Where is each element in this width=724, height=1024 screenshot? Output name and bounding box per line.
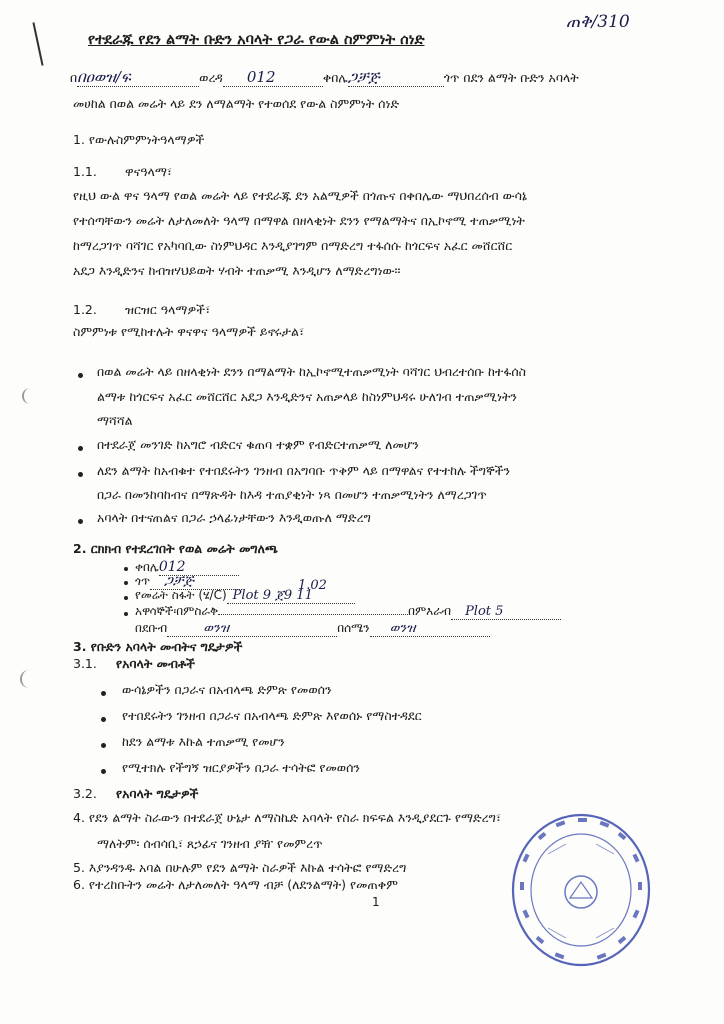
kebele-label: ቀበሌ xyxy=(322,70,348,85)
intro-line-1 xyxy=(70,68,579,87)
section-2-heading: 2. ርክክብ የተደረገበት የወል መሬት መግለጫ xyxy=(73,541,278,556)
bullet xyxy=(101,769,106,774)
bullet xyxy=(78,446,83,451)
s11-line-4: አደጋ እንዲድንና ከብዝሃህይወት ሃብት ተጠቃሚ እንዲሆን ለማድረግነው፡፡ xyxy=(73,263,401,278)
section-3-2-heading: የአባላት ግዴታዎች xyxy=(116,786,199,801)
s2-area-row xyxy=(135,588,355,604)
section-1-1-number: 1.1. xyxy=(73,164,97,179)
s31-bullet-4: የሚተክሉ የችግኝ ዝርያዎችን በጋራ ተሳትፎ የመወሰን xyxy=(122,760,360,775)
s2-kebele-field: 012 xyxy=(159,559,239,576)
s2-north-south-row xyxy=(135,621,490,637)
group-name-field: በዐወዝ/ፍ xyxy=(77,68,199,87)
wereda-label: ወረዳ xyxy=(199,70,223,85)
s31-bullet-1: ውሳኔዎችን በጋራና በአብላጫ ድምጽ የመወሰን xyxy=(122,682,332,697)
s12-bullet-2: በተደራጀ መንገድ ከአግሮ ብድርና ቁጠባ ተቋም የብድርተጠቃሚ ለመሆን xyxy=(97,437,419,452)
s12-bullet-1-line-2: ልማቱ ከጎርፍና አፈር መሸርሸር አደጋ እንዲድንና አጠቃላይ ከስነምህዳሩ ሁለገብ ተጠቃሚነትን xyxy=(97,389,517,404)
bullet xyxy=(124,596,128,600)
s2-west-field: Plot 5 xyxy=(451,604,561,620)
kebele-field: ጋቻጅ xyxy=(348,68,444,87)
s2-area-value-top: 1.02 xyxy=(298,578,327,593)
s2-area-field: Plot 9 ጀ9 11 xyxy=(227,588,355,604)
s12-intro: ስምምነቱ የሚከተሉት ዋናዋና ዓላማዎች ይኖሩታል፣ xyxy=(73,324,305,339)
s2-got-label: ጎጥ xyxy=(135,574,151,588)
bullet xyxy=(124,612,128,616)
s2-got-field: ጋቻጅ xyxy=(150,573,242,590)
s11-line-3: ከማረጋገጥ ባሻገር የአካባቢው ስነምህዳር እንዲያገግም በማድረግ ተፋሰሱ ከጎርፍና አፈር መሸርሸር xyxy=(73,238,513,253)
bullet xyxy=(124,581,128,585)
s2-boundaries-label: አዋሳኞች፡በምስራቅ xyxy=(135,604,219,618)
intro-line-2: መሀከል በወል መሬት ላይ ደን ለማልማት የተወሰደ የውል ስምምነት ሰነድ xyxy=(73,96,400,111)
intro-prefix: በ xyxy=(70,70,78,85)
intro-line1-tail: ጎጥ በደን ልማት ቡድን አባላት xyxy=(443,70,579,85)
s2-south-field: ወንዝ xyxy=(370,621,490,637)
s31-bullet-3: ከደን ልማቱ እኩል ተጠቃሚ የመሆን xyxy=(122,734,285,749)
section-3-2-number: 3.2. xyxy=(73,786,97,801)
s12-bullet-3-line-2: በጋራ በመንከባከብና በማጽዳት ከእዳ ተጠያቂነት ነጻ በመሆን ተጠቃሚነትን ለማረጋገጥ xyxy=(97,487,487,502)
margin-mark xyxy=(32,22,43,65)
bullet xyxy=(101,717,106,722)
s2-kebele-label: ቀበሌ xyxy=(135,560,159,574)
s12-bullet-4: አባላት በተናጠልና በጋራ ኃላፊነታቸውን እንዲወጡለ ማድረግ xyxy=(97,510,371,525)
s2-west-label: በምእራብ xyxy=(408,604,452,618)
s2-north-field: ወንዝ xyxy=(167,621,337,637)
section-1-1-heading: ዋናዓላማ፣ xyxy=(125,164,173,179)
corner-note: ጠቅ/310 xyxy=(566,12,630,32)
s2-area-label: የመሬት ስፋት (ሄ/C) xyxy=(135,588,227,602)
section-3-heading: 3. የቡድን አባላት መብትና ግዴታዎች xyxy=(73,639,243,654)
hole-punch-mark-top xyxy=(22,388,36,404)
s2-south-label: በሰሜን xyxy=(337,621,370,635)
bullet xyxy=(101,743,106,748)
s2-boundaries-row xyxy=(135,604,561,620)
s2-north-label: በደቡብ xyxy=(135,621,168,635)
item-4-line-1: 4. የደን ልማት ስራውን በተደራጀ ሁኔታ ለማስኬድ አባላት የስራ ክፍፍል እንዲያደርጉ የማድረግ፣ xyxy=(73,810,502,825)
bullet xyxy=(78,373,83,378)
section-1-heading: 1. የውሉስምምነትዓላማዎች xyxy=(73,132,205,147)
s12-bullet-1-line-3: ማሻሻል xyxy=(97,413,133,428)
hole-punch-mark-bottom xyxy=(20,670,36,688)
bullet xyxy=(78,519,83,524)
bullet xyxy=(78,472,83,477)
section-1-2-heading: ዝርዝር ዓላማዎች፣ xyxy=(125,302,211,317)
section-1-2-number: 1.2. xyxy=(73,302,97,317)
s12-bullet-1-line-1: በወል መሬት ላይ በዘላቂነት ደንን በማልማት ከኢኮኖሚተጠቃሚነት ባሻገር ህብረተሰቡ ከተፋሰስ xyxy=(97,364,527,379)
page-number: 1 xyxy=(372,895,380,909)
bullet xyxy=(101,691,106,696)
s11-line-2: የተሰጣቸውን መሬት ለታለመለት ዓላማ በማዋል በዘላቂነት ደንን የማልማትና በኢኮኖሚ ተጠቃሚነት xyxy=(73,213,525,228)
wereda-field: 012 xyxy=(223,68,323,87)
s12-bullet-3-line-1: ለደን ልማት ከአብቁተ የተበደሩትን ገንዘብ በአግባቡ ጥቅም ላይ በማዋልና የተተከሉ ችግኞችን xyxy=(97,463,511,478)
official-stamp xyxy=(508,810,654,970)
document-title: የተደራጁ የደን ልማት ቡድን አባላት የጋራ የውል ስምምነት ሰነድ xyxy=(88,32,425,48)
item-6: 6. የተረከቡትን መሬት ለታለመለት ዓላማ ብቻ (ለደንልማት) የመጠቀም xyxy=(73,877,398,892)
item-5: 5. እያንዳንዱ አባል በሁሉም የደን ልማት ስራዎች እኩል ተሳትፎ የማድረግ xyxy=(73,860,407,875)
section-3-1-number: 3.1. xyxy=(73,656,97,671)
s31-bullet-2: የተበደሩትን ገንዘብ በጋራና በአብላጫ ድምጽ እየወሰኑ የማስተዳደር xyxy=(122,708,422,723)
section-3-1-heading: የአባላት መብቶች xyxy=(116,656,195,671)
item-4-line-2: ማለትም፡ ሰብሳቢ፣ ጸኃፊና ገንዘብ ያዥ የመምረጥ xyxy=(97,836,323,851)
s11-line-1: የዚህ ውል ዋና ዓላማ የወል መሬት ላይ የተደራጁ ደን አልሚዎች በጎጡና በቀበሌው ማህበረሰብ ውሳኔ xyxy=(73,188,527,203)
s2-east-field xyxy=(218,614,408,615)
bullet xyxy=(124,567,128,571)
